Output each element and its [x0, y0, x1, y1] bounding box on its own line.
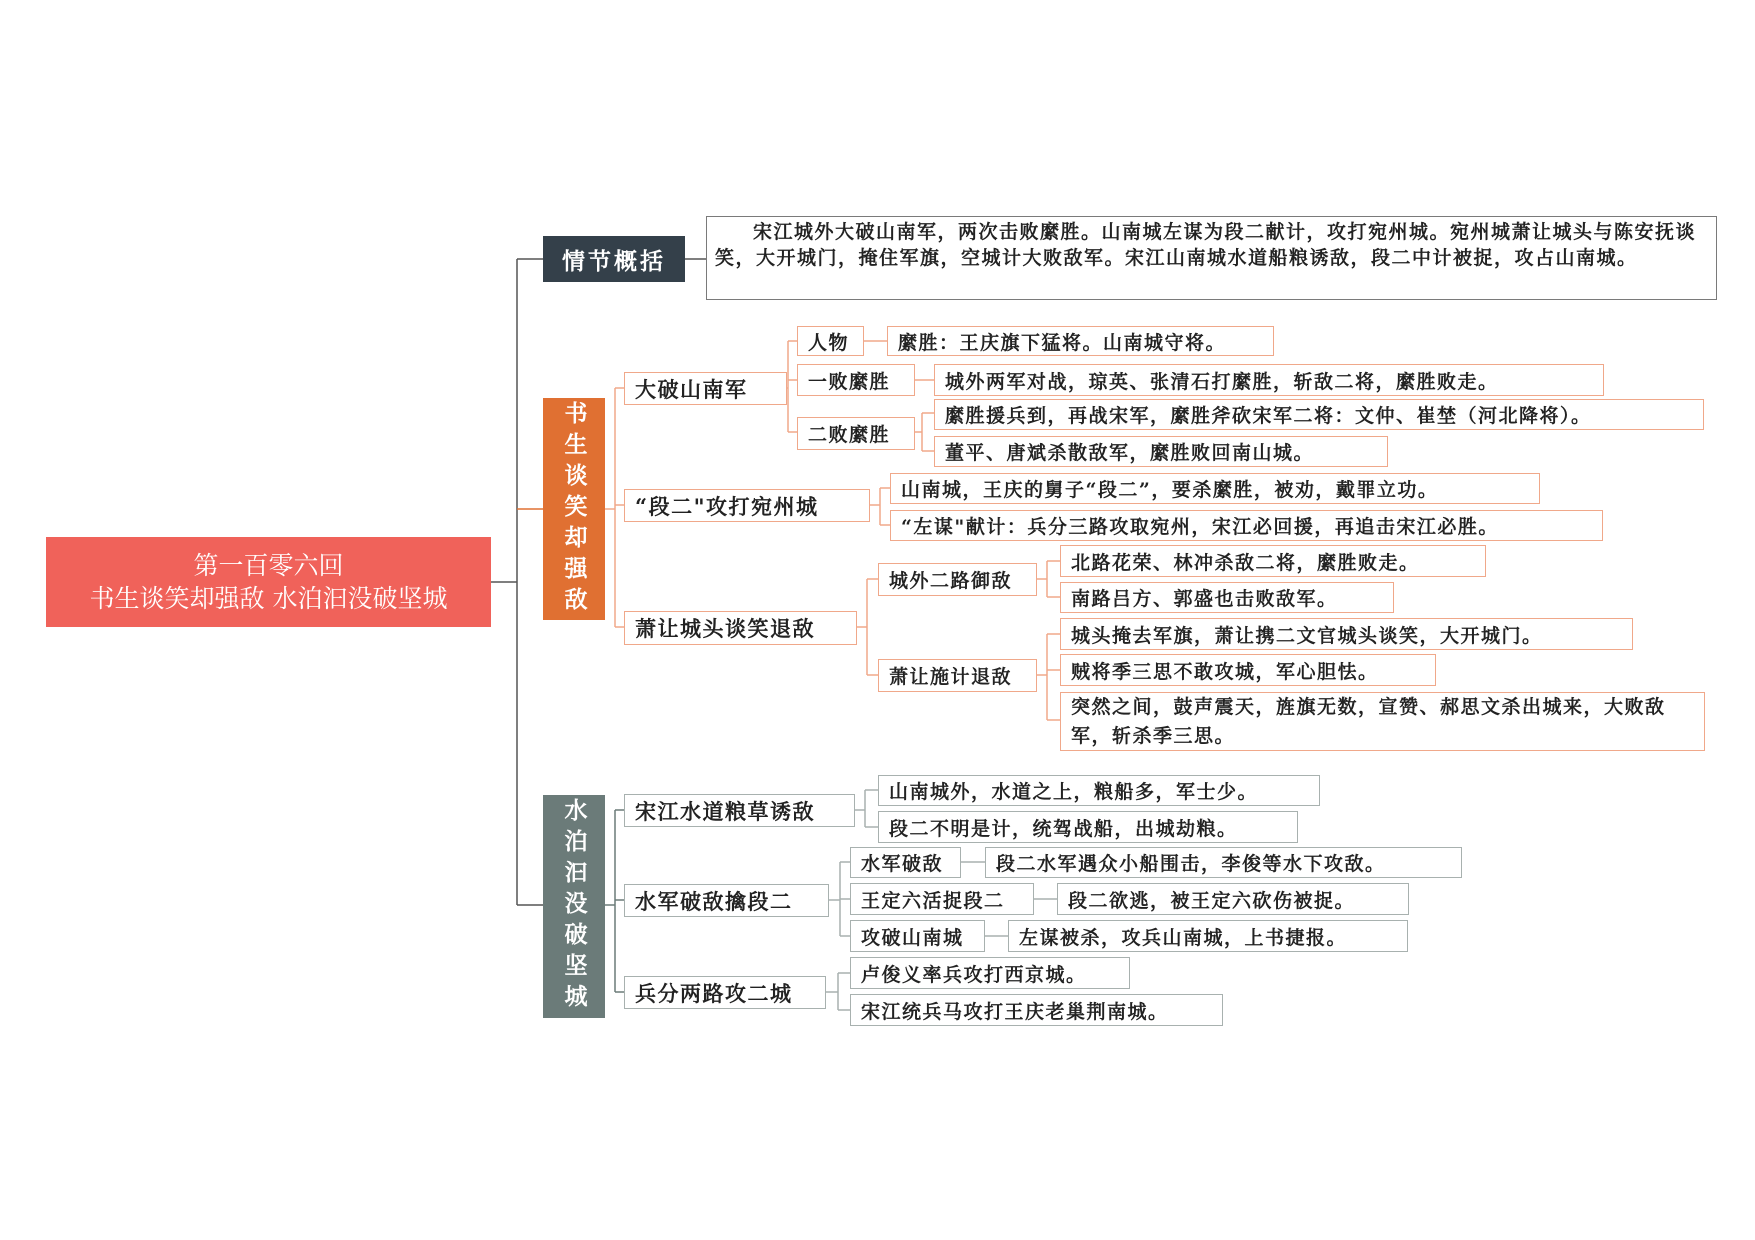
root-title-line1: 第一百零六回	[193, 551, 344, 580]
detail-take-shannan-city[interactable]: 左谋被杀，攻兵山南城，上书捷报。	[1008, 920, 1408, 952]
topic-waterway-lure[interactable]: 宋江水道粮草诱敌	[624, 794, 855, 827]
detail-south-route[interactable]: 南路吕方、郭盛也击败敌军。	[1060, 582, 1394, 613]
detail-wang-dingliu-capture[interactable]: 段二欲逃，被王定六砍伤被捉。	[1057, 883, 1409, 915]
detail-surprise-attack[interactable]: 突然之间，鼓声震天，旌旗无数，宣赞、郝思文杀出城来，大败敌军，斩杀季三思。	[1060, 692, 1705, 751]
root-title-line2: 书生谈笑却强敌 水泊汩没破坚城	[89, 584, 448, 613]
detail-song-jiang-jingnan[interactable]: 宋江统兵马攻打王庆老巢荆南城。	[850, 994, 1223, 1026]
detail-duan-er-2[interactable]: “左谋"献计：兵分三路攻取宛州，宋江必回援，再追击宋江必胜。	[890, 510, 1603, 541]
detail-first-defeat[interactable]: 城外两军对战，琼英、张清石打縻胜，斩敌二将，縻胜败走。	[934, 364, 1604, 396]
topic-first-defeat[interactable]: 一败縻胜	[797, 364, 915, 396]
topic-xiao-rang-city-wall[interactable]: 萧让城头谈笑退敌	[624, 611, 857, 645]
summary-text[interactable]: 宋江城外大破山南军，两次击败縻胜。山南城左谋为段二献计，攻打宛州城。宛州城萧让城头与陈安抚谈笑，大开城门，掩住军旗，空城计大败敌军。宋江山南城水道船粮诱敌，段二中计被捉，攻占山南城。	[706, 216, 1717, 300]
branch-scholar-repels-enemy[interactable]	[543, 398, 605, 620]
topic-wang-dingliu-capture[interactable]: 王定六活捉段二	[850, 883, 1034, 915]
detail-lu-junyi-west[interactable]: 卢俊义率兵攻打西京城。	[850, 957, 1130, 989]
detail-hide-flags[interactable]: 城头掩去军旗，萧让携二文官城头谈笑，大开城门。	[1060, 618, 1633, 650]
topic-two-routes-defense[interactable]: 城外二路御敌	[878, 563, 1037, 596]
detail-navy-attack[interactable]: 段二水军遇众小船围击，李俊等水下攻敌。	[985, 847, 1462, 878]
topic-second-defeat[interactable]: 二败縻胜	[797, 417, 915, 450]
root-topic[interactable]	[46, 537, 491, 627]
topic-xiao-rang-stratagem[interactable]: 萧让施计退敌	[878, 659, 1037, 692]
detail-characters[interactable]: 縻胜：王庆旗下猛将。山南城守将。	[887, 326, 1274, 356]
topic-duan-er-attack[interactable]: “段二"攻打宛州城	[624, 489, 870, 522]
topic-navy-captures-duan-er[interactable]: 水军破敌擒段二	[624, 884, 829, 917]
detail-second-defeat-1[interactable]: 縻胜援兵到，再战宋军，縻胜斧砍宋军二将：文仲、崔埜（河北降将）。	[934, 399, 1704, 430]
detail-waterway-2[interactable]: 段二不明是计，统驾战船，出城劫粮。	[878, 811, 1298, 843]
branch-summary[interactable]: 情节概括	[543, 236, 685, 282]
topic-characters[interactable]: 人物	[797, 326, 864, 356]
detail-north-route[interactable]: 北路花荣、林冲杀敌二将，縻胜败走。	[1060, 545, 1486, 577]
detail-duan-er-1[interactable]: 山南城，王庆的舅子“段二”，要杀縻胜，被劝，戴罪立功。	[890, 473, 1540, 504]
topic-defeat-shannan-army[interactable]: 大破山南军	[624, 372, 787, 405]
topic-navy-attack[interactable]: 水军破敌	[850, 847, 961, 878]
detail-ji-sansi-afraid[interactable]: 贼将季三思不敢攻城，军心胆怯。	[1060, 654, 1436, 686]
detail-second-defeat-2[interactable]: 董平、唐斌杀散敌军，縻胜败回南山城。	[934, 436, 1388, 467]
topic-take-shannan-city[interactable]: 攻破山南城	[850, 920, 985, 952]
topic-two-route-attack[interactable]: 兵分两路攻二城	[624, 976, 826, 1009]
detail-waterway-1[interactable]: 山南城外，水道之上，粮船多，军士少。	[878, 775, 1320, 806]
branch-scholar-repels-enemy-label: 书生谈笑却强敌	[560, 400, 588, 618]
branch-water-breaks-city[interactable]	[543, 795, 605, 1018]
branch-water-breaks-city-label: 水泊汩没破坚城	[560, 798, 588, 1015]
